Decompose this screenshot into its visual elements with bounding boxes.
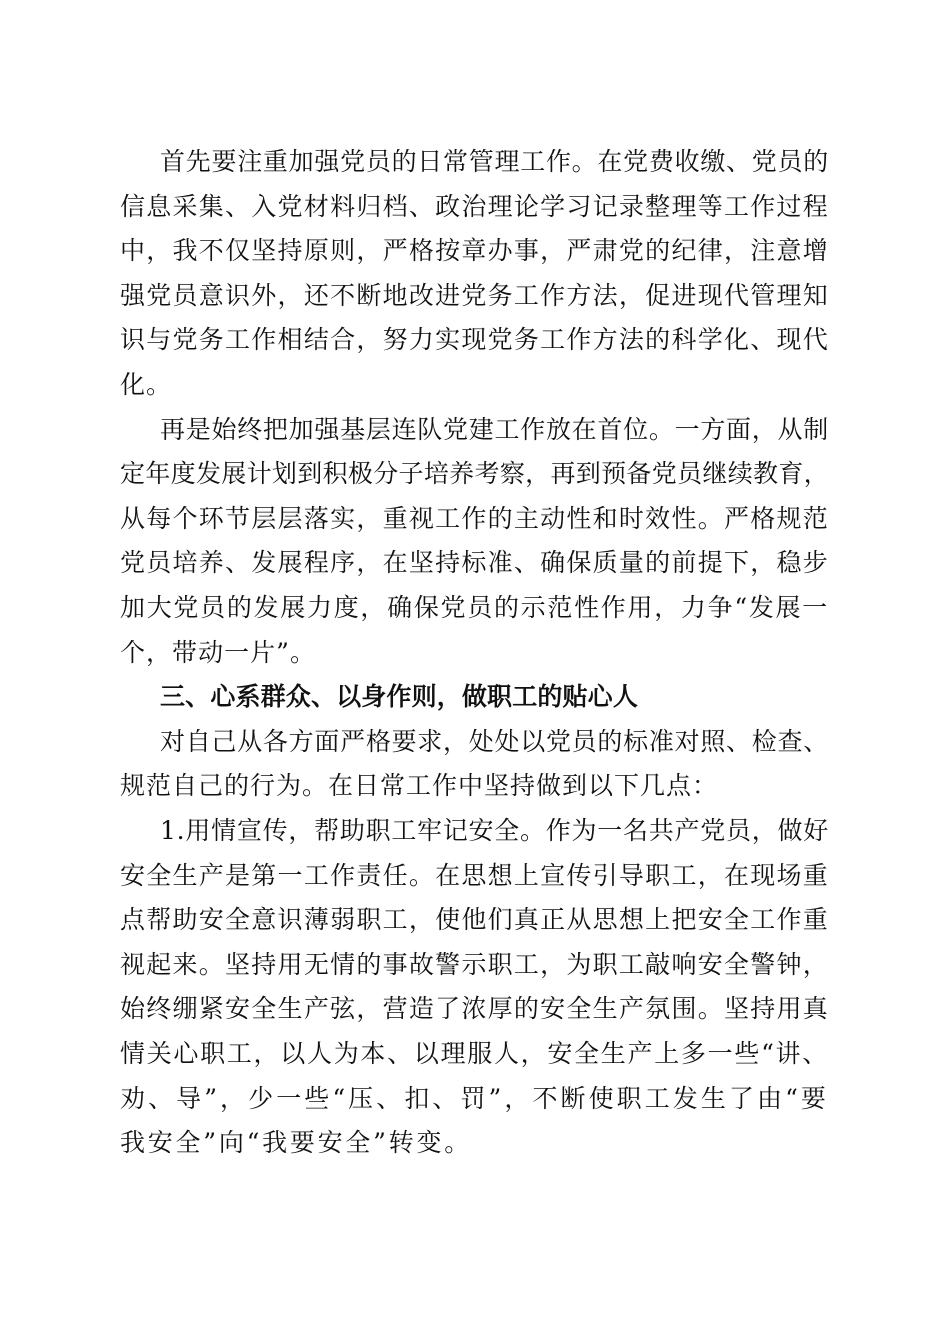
line-text: 信息采集、入党材料归档、政治理论学习记录整理等工作过程 <box>120 191 829 221</box>
line-text: 我安全”向“我要安全”转变。 <box>120 1128 472 1158</box>
line-text: 始终绷紧安全生产弦，营造了浓厚的安全生产氛围。坚持用真 <box>120 994 829 1024</box>
line-text: 对自己从各方面严格要求，处处以党员的标准对照、检查、 <box>160 726 829 756</box>
paragraph-line <box>0 454 950 494</box>
paragraph-line <box>0 856 950 896</box>
line-text: 首先要注重加强党员的日常管理工作。在党费收缴、党员的 <box>160 147 829 176</box>
paragraph-line <box>0 588 950 628</box>
paragraph-line <box>0 320 950 360</box>
paragraph-line <box>0 276 950 316</box>
paragraph-line <box>0 766 950 806</box>
line-text: 个，带动一片”。 <box>120 637 316 667</box>
paragraph-line <box>0 633 950 673</box>
paragraph-line <box>0 543 950 583</box>
line-text: 中，我不仅坚持原则，严格按章办事，严肃党的纪律，注意增 <box>120 236 829 266</box>
line-text: 情关心职工，以人为本、以理服人，安全生产上多一些“讲、 <box>120 1039 829 1068</box>
line-text: 点帮助安全意识薄弱职工，使他们真正从思想上把安全工作重 <box>120 905 829 935</box>
line-text: 从每个环节层层落实，重视工作的主动性和时效性。严格规范 <box>120 503 829 533</box>
line-text: 化。 <box>120 370 172 399</box>
paragraph-line <box>0 142 950 182</box>
paragraph-line <box>0 811 950 851</box>
line-text: 加大党员的发展力度，确保党员的示范性作用，力争“发展一 <box>120 593 829 622</box>
paragraph-line <box>0 499 950 539</box>
section-heading <box>0 677 950 717</box>
line-text: 识与党务工作相结合，努力实现党务工作方法的科学化、现代 <box>120 325 829 355</box>
line-text: 党员培养、发展程序，在坚持标准、确保质量的前提下，稳步 <box>120 548 829 578</box>
line-text: 1.用情宣传，帮助职工牢记安全。作为一名共产党员，做好 <box>160 816 829 845</box>
paragraph-line <box>0 945 950 985</box>
paragraph-line <box>0 1034 950 1074</box>
paragraph-line <box>0 900 950 940</box>
line-text: 视起来。坚持用无情的事故警示职工，为职工敲响安全警钟， <box>120 949 829 979</box>
line-text: 劝、导”，少一些“压、扣、罚”，不断使职工发生了由“要 <box>120 1083 829 1113</box>
line-text: 再是始终把加强基层连队党建工作放在首位。一方面，从制 <box>160 414 829 444</box>
paragraph-line <box>0 1123 950 1163</box>
line-text: 规范自己的行为。在日常工作中坚持做到以下几点： <box>120 771 718 801</box>
paragraph-line <box>0 410 950 450</box>
line-text: 定年度发展计划到积极分子培养考察，再到预备党员继续教育， <box>120 459 829 489</box>
paragraph-line <box>0 1079 950 1119</box>
line-text: 三、心系群众、以身作则，做职工的贴心人 <box>160 682 638 712</box>
line-text: 强党员意识外，还不断地改进党务工作方法，促进现代管理知 <box>120 280 829 310</box>
paragraph-line <box>0 187 950 227</box>
paragraph-line <box>0 989 950 1029</box>
paragraph-line <box>0 365 950 405</box>
line-text: 安全生产是第一工作责任。在思想上宣传引导职工，在现场重 <box>120 860 829 890</box>
paragraph-line <box>0 722 950 762</box>
paragraph-line <box>0 231 950 271</box>
